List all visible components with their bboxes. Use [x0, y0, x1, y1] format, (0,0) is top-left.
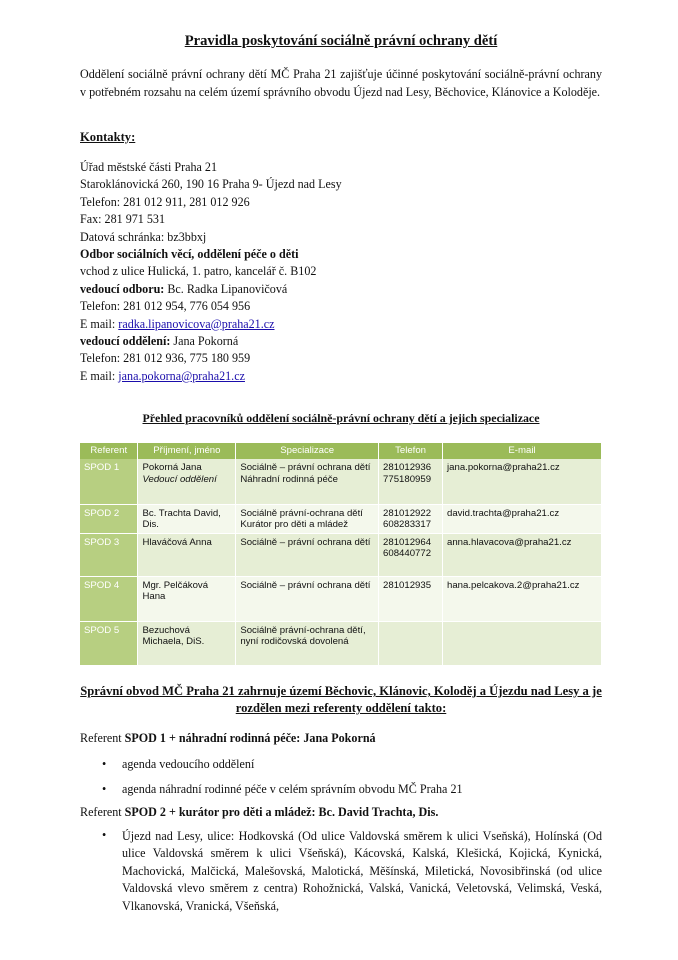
document-title: Pravidla poskytování sociálně právní ochrany dětí [184, 33, 498, 49]
phone-cell: 281012936 775180959 [379, 459, 443, 504]
bullet-icon: • [102, 782, 107, 797]
referent-1-heading: Referent SPOD 1 + náhradní rodinná péče: Jana Pokorná [80, 731, 376, 745]
email-cell [443, 621, 602, 665]
head-label: vedoucí odboru: [80, 281, 165, 296]
name-cell: Pokorná Jana Vedoucí oddělení [138, 459, 236, 504]
head-phone: Telefon: 281 012 954, 776 054 956 [80, 299, 251, 314]
list-item: • agenda vedoucího oddělení [80, 756, 463, 773]
office-phone: Telefon: 281 012 911, 281 012 926 [80, 194, 250, 209]
name-cell: Mgr. Pelčáková Hana [138, 576, 236, 621]
referent-cell: SPOD 4 [80, 576, 138, 621]
head-email-link[interactable]: radka.lipanovicova@praha21.cz [118, 316, 275, 331]
table-row [80, 459, 602, 504]
referent-2-heading: Referent SPOD 2 + kurátor pro děti a mládež: Bc. David Trachta, Dis. [80, 805, 439, 819]
column-header: Specializace [236, 443, 379, 459]
dept-head-email-link[interactable]: jana.pokorna@praha21.cz [118, 368, 245, 383]
email-cell: david.trachta@praha21.cz [443, 504, 602, 533]
specialization-cell: Sociálně právní-ochrana dětí Kurátor pro děti a mládež [236, 504, 379, 533]
phone-cell: 281012964 608440772 [379, 533, 443, 576]
contacts-block [80, 159, 342, 385]
email-cell: anna.hlavacova@praha21.cz [443, 533, 602, 576]
head-name: Bc. Radka Lipanovičová [164, 281, 288, 296]
specialization-cell: Sociálně – právní ochrana dětí Náhradní rodinná péče [236, 459, 379, 504]
email-cell: hana.pelcakova.2@praha21.cz [443, 576, 602, 621]
dept-head-name: Jana Pokorná [170, 334, 239, 349]
dept-head-label: vedoucí oddělení: [80, 334, 171, 349]
dept-head-email-line: E mail: jana.pokorna@praha21.cz [80, 368, 245, 383]
phone-cell [379, 621, 443, 665]
name-cell: Hlaváčová Anna [138, 533, 236, 576]
office-address: Staroklánovická 260, 190 16 Praha 9- Újezd nad Lesy [80, 177, 342, 192]
specialization-cell: Sociálně právní-ochrana dětí, nyní rodičovská dovolená [236, 621, 379, 665]
contacts-heading: Kontakty: [80, 130, 136, 144]
column-header: E-mail [443, 443, 602, 459]
department-name: Odbor sociálních věcí, oddělení péče o děti [80, 247, 299, 262]
department-entrance: vchod z ulice Hulická, 1. patro, kancelář č. B102 [80, 264, 317, 279]
table-row [80, 621, 602, 665]
specialization-cell: Sociálně – právní ochrana dětí [236, 533, 379, 576]
office-databox: Datová schránka: bz3bbxj [80, 229, 207, 244]
referent-cell: SPOD 3 [80, 533, 138, 576]
head-of-department [80, 281, 342, 298]
intro-paragraph: Oddělení sociálně právní ochrany dětí MČ Praha 21 zajišťuje účinné poskytování sociálně-právní ochrany v potřebném rozsahu na celém území správního obvodu Újezd nad Lesy, Běchovice, Klánovice a Koloděje. [80, 67, 602, 99]
table-row [80, 533, 602, 576]
table-row [80, 504, 602, 533]
email-cell: jana.pokorna@praha21.cz [443, 459, 602, 504]
referent-cell: SPOD 5 [80, 621, 138, 665]
phone-cell: 281012935 [379, 576, 443, 621]
referent-2-streets: • Újezd nad Lesy, ulice: Hodkovská (Od ulice Valdovská směrem k ulici Vseňská), Holínská (Od ulice Valdovská směrem k ulici Všeňská), Kácovská, Kalská, Klešická, Kojická, Kynická, Machovická, Malčická, Malešovská, Malotická, Měšínská, Miletická, Novosibřinská (od ulice Valdovská vlevo směrem z centra) Rohožnická, Valská, Vanická, Veletovská, Velimská, Veská, Vlkanovská, Vranická, Všeňská, [102, 828, 602, 913]
district-section-title: Správní obvod MČ Praha 21 zahrnuje území Běchovic, Klánovic, Koloděj a Újezdu nad Lesy a je rozdělen mezi referenty oddělení takto: [80, 684, 602, 715]
head-email-line: E mail: radka.lipanovicova@praha21.cz [80, 316, 275, 331]
referent-1-list [80, 756, 463, 798]
phone-cell: 281012922 608283317 [379, 504, 443, 533]
column-header: Telefon [379, 443, 443, 459]
list-item: • agenda náhradní rodinné péče v celém správním obvodu MČ Praha 21 [80, 781, 463, 798]
name-cell: Bezuchová Michaela, DiS. [138, 621, 236, 665]
name-cell: Bc. Trachta David, Dis. [138, 504, 236, 533]
column-header: Referent [80, 443, 138, 459]
bullet-icon: • [102, 757, 107, 771]
office-fax: Fax: 281 971 531 [80, 212, 165, 227]
column-header: Příjmení, jméno [138, 443, 236, 459]
table-title: Přehled pracovníků oddělení sociálně-právní ochrany dětí a jejich specializace [142, 411, 540, 425]
bullet-icon: • [102, 828, 107, 842]
staff-table [80, 443, 602, 666]
dept-head-phone: Telefon: 281 012 936, 775 180 959 [80, 351, 251, 366]
table-header-row [80, 443, 602, 459]
table-row [80, 576, 602, 621]
specialization-cell: Sociálně – právní ochrana dětí [236, 576, 379, 621]
referent-cell: SPOD 1 [80, 459, 138, 504]
referent-cell: SPOD 2 [80, 504, 138, 533]
dept-head [80, 333, 342, 350]
office-name: Úřad městské části Praha 21 [80, 160, 218, 174]
